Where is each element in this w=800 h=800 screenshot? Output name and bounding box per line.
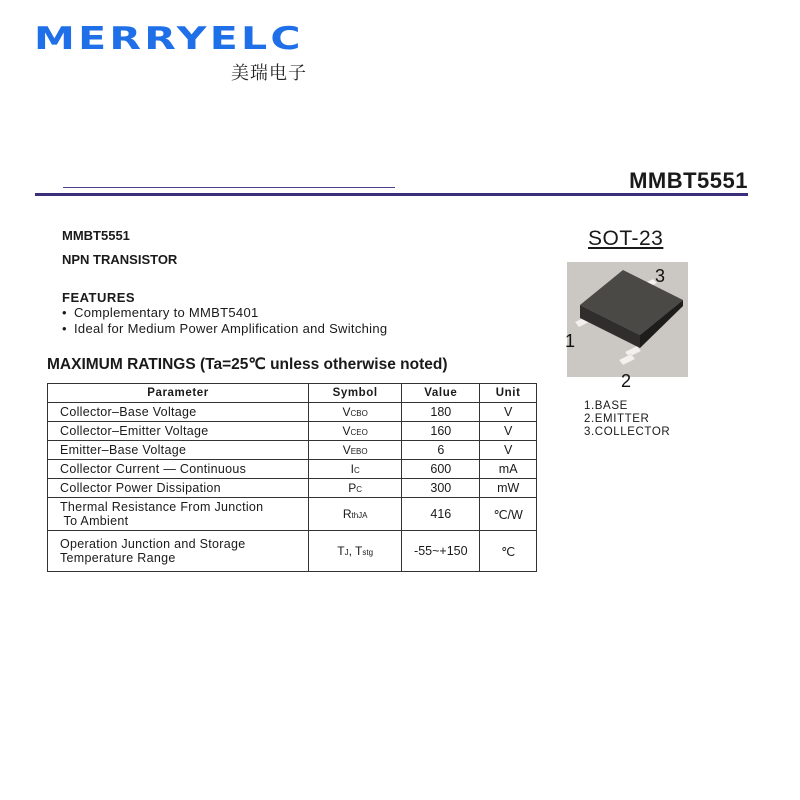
- value-cell: 300: [402, 479, 480, 498]
- pin-3-label: 3: [655, 266, 666, 286]
- brand-logo: MERRYELC: [34, 20, 304, 57]
- unit-cell: V: [480, 422, 537, 441]
- symbol-cell: IC: [309, 460, 402, 479]
- feature-item: • Complementary to MMBT5401: [62, 305, 387, 321]
- parameter-cell: Collector–Emitter Voltage: [48, 422, 309, 441]
- parameter-cell: Collector Current — Continuous: [48, 460, 309, 479]
- value-cell: 416: [402, 498, 480, 531]
- max-ratings-table: [47, 383, 537, 572]
- transistor-chip-icon: [567, 262, 688, 377]
- sot23-package-image: [567, 262, 688, 377]
- table-row: [48, 422, 537, 441]
- pin-description: 3.COLLECTOR: [584, 426, 671, 438]
- value-cell: 6: [402, 441, 480, 460]
- column-header-unit: Unit: [480, 384, 537, 403]
- table-row: [48, 403, 537, 422]
- device-type-label: NPN TRANSISTOR: [62, 252, 178, 267]
- brand-subtitle: 美瑞电子: [231, 63, 307, 84]
- feature-item: • Ideal for Medium Power Amplification and Switching: [62, 321, 387, 337]
- parameter-cell: Thermal Resistance From Junction To Ambient: [48, 498, 309, 531]
- unit-cell: mA: [480, 460, 537, 479]
- symbol-cell: TJ, Tstg: [309, 531, 402, 572]
- table-row: [48, 460, 537, 479]
- max-ratings-heading: MAXIMUM RATINGS (Ta=25℃ unless otherwise noted): [47, 356, 448, 373]
- column-header-symbol: Symbol: [309, 384, 402, 403]
- parameter-cell: Operation Junction and Storage Temperature Range: [48, 531, 309, 572]
- parameter-cell: Emitter–Base Voltage: [48, 441, 309, 460]
- features-list: [62, 305, 387, 337]
- value-cell: -55~+150: [402, 531, 480, 572]
- package-name: SOT-23: [588, 227, 664, 250]
- parameter-cell: Collector Power Dissipation: [48, 479, 309, 498]
- part-number-heading: MMBT5551: [629, 168, 748, 193]
- features-heading: FEATURES: [62, 290, 136, 305]
- unit-cell: mW: [480, 479, 537, 498]
- pin-1-label: 1: [565, 331, 576, 351]
- model-label: MMBT5551: [62, 228, 130, 243]
- symbol-cell: PC: [309, 479, 402, 498]
- pin-description: 2.EMITTER: [584, 413, 650, 425]
- table-row: [48, 498, 537, 531]
- table-row: [48, 531, 537, 572]
- column-header-value: Value: [402, 384, 480, 403]
- header-thick-rule: [35, 193, 748, 196]
- symbol-cell: VEBO: [309, 441, 402, 460]
- value-cell: 180: [402, 403, 480, 422]
- table-row: [48, 479, 537, 498]
- pin-2-label: 2: [621, 371, 632, 391]
- symbol-cell: VCBO: [309, 403, 402, 422]
- unit-cell: V: [480, 403, 537, 422]
- table-header-row: [48, 384, 537, 403]
- header-thin-rule: [63, 187, 395, 188]
- column-header-parameter: Parameter: [48, 384, 309, 403]
- unit-cell: ℃: [480, 531, 537, 572]
- symbol-cell: VCEO: [309, 422, 402, 441]
- parameter-cell: Collector–Base Voltage: [48, 403, 309, 422]
- symbol-cell: RthJA: [309, 498, 402, 531]
- pin-description: 1.BASE: [584, 400, 628, 412]
- value-cell: 160: [402, 422, 480, 441]
- unit-cell: V: [480, 441, 537, 460]
- unit-cell: ℃/W: [480, 498, 537, 531]
- table-row: [48, 441, 537, 460]
- value-cell: 600: [402, 460, 480, 479]
- pinout-legend: [584, 400, 670, 439]
